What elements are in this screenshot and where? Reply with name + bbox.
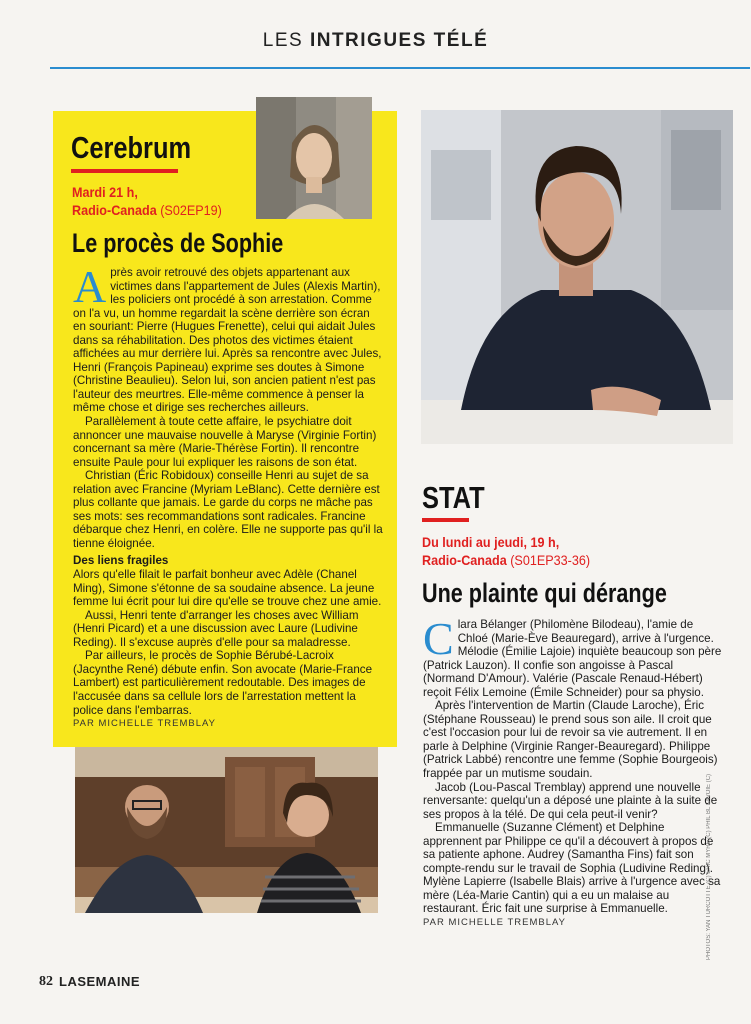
photo-credits: PHOTOS: YAN TURCOTTE (C) ERIC MYRE (C) PHIL BL LAVOIE (C) xyxy=(706,773,712,960)
magazine-brand: LASEMAINE xyxy=(59,974,141,989)
cerebrum-title-wrap xyxy=(71,130,217,166)
stat-paragraph-4: Emmanuelle (Suzanne Clément) et Delphine apprennent par Philippe ce qu'il a découvert à propos de sa patiente aphone. Audrey (Samantha Fins) fait son compte-rendu sur le travail de Sophia (Ludivine Reding). Mylène Lapierre (Isabelle Blais) arrive à l'urgence avec sa mère (Léa-Marie Cantin) qui a eu un malaise au restaurant. Éric fait une surprise à Emmanuelle. xyxy=(423,821,721,916)
stat-paragraph-3: Jacob (Lou-Pascal Tremblay) apprend une nouvelle renversante: quelqu'un a déposé une plainte à la suite de ses propos à la télé. De qui cela peut-il venir? xyxy=(423,780,718,821)
cerebrum-byline: PAR MICHELLE TREMBLAY xyxy=(73,718,216,730)
cerebrum-article xyxy=(73,261,385,731)
cerebrum-subhead: Des liens fragiles xyxy=(73,554,169,568)
cerebrum-show-title: Cerebrum xyxy=(71,130,192,165)
header-rule xyxy=(50,67,750,69)
stat-channel: Radio-Canada xyxy=(422,552,507,568)
cerebrum-episode: (S02EP19) xyxy=(160,202,222,218)
cerebrum-dropcap: A xyxy=(73,261,107,312)
page-number: 82 xyxy=(39,974,53,989)
cerebrum-airing-block xyxy=(72,183,239,219)
stat-title-wrap xyxy=(422,480,498,516)
cerebrum-channel: Radio-Canada xyxy=(72,202,157,218)
cerebrum-red-bar xyxy=(71,169,178,173)
stat-headline: Une plainte qui dérange xyxy=(422,578,667,608)
stat-show-title: STAT xyxy=(422,480,485,515)
header-bold: INTRIGUES TÉLÉ xyxy=(309,30,489,51)
stat-paragraph-1: lara Bélanger (Philomène Bilodeau), l'amie de Chloé (Marie-Ève Beauregard), arrive à l'urgence. Mélodie (Émilie Lajoie) inquiète beaucoup son père (Patrick Lauzon). Il confie son angoisse à Pascal (Normand D'Amour). Valérie (Pascale Renaud-Hébert) reçoit Félix Lemoine (Émile Schneider) pour sa physio. xyxy=(423,618,722,699)
stat-episode: (S01EP33-36) xyxy=(510,552,591,568)
stat-paragraph-2: Après l'intervention de Martin (Claude Laroche), Éric (Stéphane Rousseau) le prend sous son aile. Il croit que c'est l'occasion pour lui de revoir sa vie autrement. Il en parle à Delphine (Virginie Ranger-Beauregard). Philippe (Patrick Labbé) rencontre une femme (Sophie Bourgeois) frappée par un mutisme soudain. xyxy=(423,699,718,781)
section-header xyxy=(0,30,751,52)
stat-byline: PAR MICHELLE TREMBLAY xyxy=(423,917,566,929)
header-light: LES xyxy=(262,30,310,51)
cerebrum-paragraph-4: Alors qu'elle filait le parfait bonheur avec Adèle (Chanel Ming), Simone s'étonne de sa soudaine absence. La jeune femme lui écrit pour lui dire qu'elle se trouve chez une amie. xyxy=(73,568,382,609)
courtroom-photo xyxy=(75,747,378,913)
cerebrum-paragraph-5: Aussi, Henri tente d'arranger les choses avec William (Henri Picard) et a une discussion avec Laure (Ludivine Reding). Il s'excuse auprès d'elle pour sa maladresse. xyxy=(73,608,359,649)
cerebrum-paragraph-2: Parallèlement à toute cette affaire, le psychiatre doit annoncer une mauvaise nouvelle à Maryse (Virginie Fortin) concernant sa mère (Marie-Thérèse Fortin). Il rencontre ensuite Paule pour lui expliquer les raisons de son état. xyxy=(73,415,377,469)
cerebrum-headline: Le procès de Sophie xyxy=(72,228,284,258)
stat-headline-wrap xyxy=(422,578,728,609)
cerebrum-paragraph-3: Christian (Éric Robidoux) conseille Henri au sujet de sa relation avec Francine (Myriam LeBlanc). Cette dernière est plus collante que jamais. Le garde du corps ne mâche pas ses mots: ses recommandations sont radicales. Francine débarque chez Henri, en colère. Elle ne supporte pas qu'il la tienne éloignée. xyxy=(73,469,383,550)
stat-dropcap: C xyxy=(423,613,454,664)
stat-airing-time: Du lundi au jeudi, 19 h, xyxy=(422,534,560,550)
stat-red-bar xyxy=(422,518,469,522)
stat-article xyxy=(423,613,723,930)
stat-airing-block xyxy=(422,533,609,569)
stat-photo xyxy=(421,110,733,444)
cerebrum-photo xyxy=(256,97,372,219)
cerebrum-airing-time: Mardi 21 h, xyxy=(72,184,138,200)
cerebrum-paragraph-1: près avoir retrouvé des objets appartenant aux victimes dans l'appartement de Jules (Alexis Martin), les policiers ont procédé à son arrestation. Comme on l'a vu, un homme regardait la scène derrière son écran en souriant: Pierre (Hugues Frenette), celui qui aidait Jules dans sa réhabilitation. Des photos des victimes étaient affichées au mur derrière lui. Après sa rencontre avec Jules, Henri (François Papineau) exprime ses doutes à Simone (Christine Beaulieu). Selon lui, son ancien patient n'est pas l'auteur des meurtres. Elle-même commence à penser la même chose et dirige ses recherches ailleurs. xyxy=(73,266,382,415)
cerebrum-headline-wrap xyxy=(72,228,336,259)
cerebrum-paragraph-6: Par ailleurs, le procès de Sophie Bérubé-Lacroix (Jacynthe René) débute enfin. Son avocate (Marie-France Lambert) est particulièrement redoutable. Des images de l'accusée dans sa cellule lors de l'arrestation mettent la police dans l'embarras. xyxy=(73,649,373,717)
